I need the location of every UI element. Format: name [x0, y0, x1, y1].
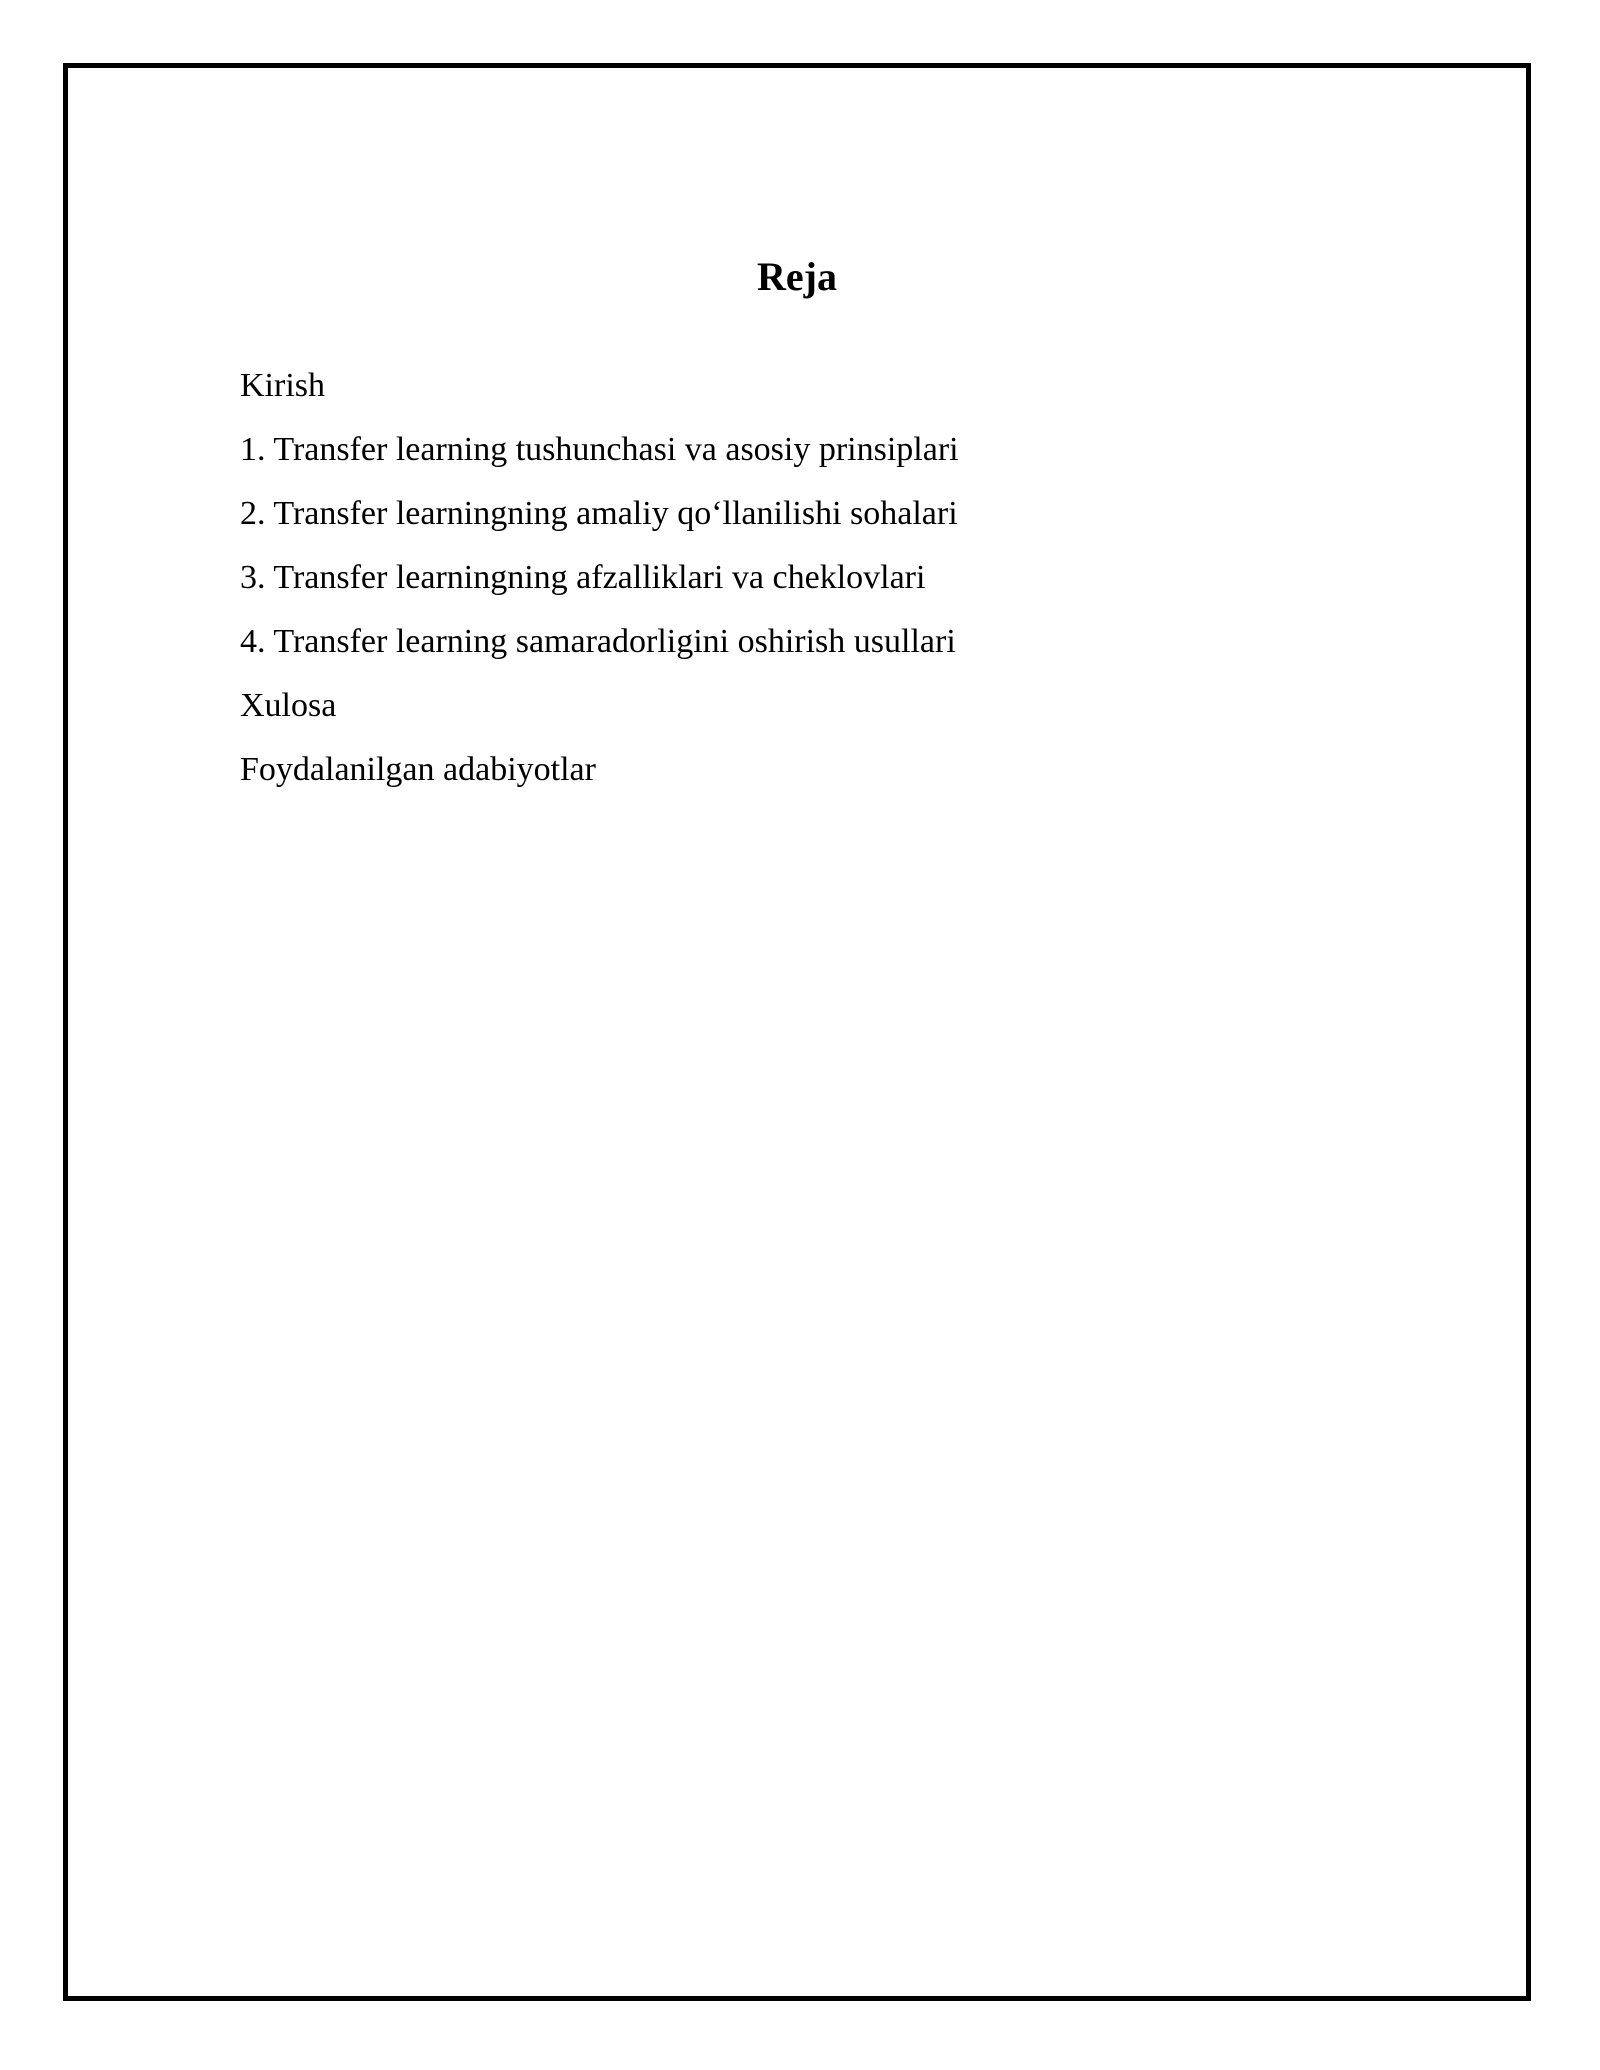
- plan-item-conclusion: Xulosa: [240, 687, 337, 724]
- plan-item-introduction: Kirish: [240, 367, 325, 404]
- plan-item-1: 1. Transfer learning tushunchasi va asosiy prinsiplari: [240, 431, 959, 468]
- plan-item-3: 3. Transfer learningning afzalliklari va cheklovlari: [240, 559, 926, 596]
- page-border-frame: [63, 63, 1531, 2001]
- page-title: Reja: [757, 254, 837, 299]
- plan-item-references: Foydalanilgan adabiyotlar: [240, 751, 596, 788]
- plan-item-4: 4. Transfer learning samaradorligini oshirish usullari: [240, 623, 956, 660]
- plan-list: [240, 354, 959, 802]
- plan-item-2: 2. Transfer learningning amaliy qo‘llanilishi sohalari: [240, 495, 958, 532]
